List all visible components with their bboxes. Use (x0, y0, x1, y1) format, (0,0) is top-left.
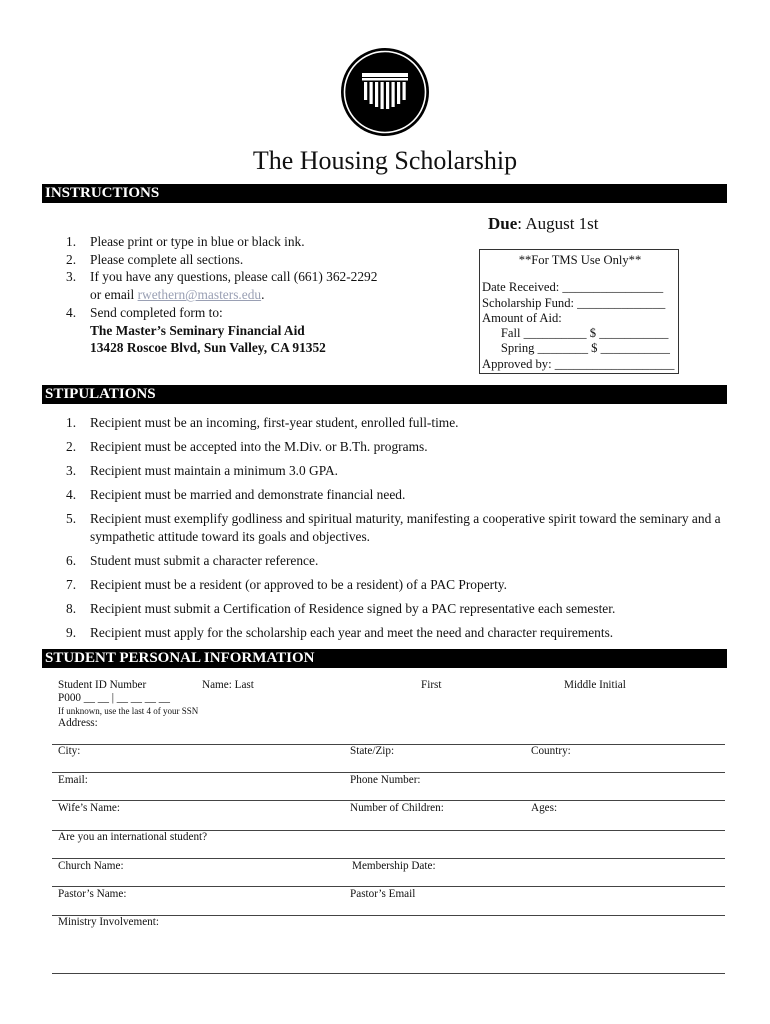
list-item: 9. Recipient must apply for the scholarship each year and meet the need and character requirements. (66, 625, 614, 640)
list-item (66, 286, 377, 304)
ministry-involvement-field[interactable]: Ministry Involvement: (58, 916, 159, 928)
due-date (488, 214, 599, 234)
item-number: 1. (66, 234, 77, 249)
student-id-field[interactable]: P000 __ __ | __ __ __ __ (58, 692, 170, 704)
item-text: Please complete all sections. (90, 251, 244, 267)
email-link[interactable]: rwethern@masters.edu (137, 287, 262, 303)
mailing-address-line1: The Master’s Seminary Financial Aid (90, 322, 305, 338)
list-item: 1. Recipient must be an incoming, first-year student, enrolled full-time. (66, 415, 459, 430)
divider (52, 800, 725, 801)
wife-name-field[interactable]: Wife’s Name: (58, 802, 120, 814)
tms-fall: Fall __________ $ ___________ (482, 326, 669, 341)
divider (52, 886, 725, 887)
stipulation-text: Recipient must submit a Certification of Residence signed by a PAC representative each semester. (90, 601, 616, 616)
list-item: 5. Recipient must exemplify godliness and spiritual maturity, manifesting a cooperative spirit toward the seminary and a sympathetic attitude toward its goals and objectives. (66, 510, 726, 546)
section-header-instructions: INSTRUCTIONS (42, 184, 727, 203)
tms-box-header: **For TMS Use Only** (518, 253, 642, 267)
list-item: 7. Recipient must be a resident (or approved to be a resident) of a PAC Property. (66, 577, 507, 592)
list-item: 6. Student must submit a character reference. (66, 553, 319, 568)
list-item (66, 251, 377, 269)
stipulation-text: Recipient must apply for the scholarship each year and meet the need and character requirements. (90, 625, 614, 640)
state-zip-field[interactable]: State/Zip: (350, 745, 395, 757)
email-suffix: . (261, 287, 265, 303)
item-number: 4. (66, 304, 77, 320)
section-header-stipulations: STIPULATIONS (42, 385, 727, 404)
country-field[interactable]: Country: (531, 745, 571, 757)
mailing-address-line2: 13428 Roscoe Blvd, Sun Valley, CA 91352 (90, 340, 326, 356)
due-label: Due (488, 214, 518, 233)
pastor-email-field[interactable]: Pastor’s Email (350, 888, 416, 900)
city-field[interactable]: City: (58, 745, 81, 757)
tms-spring: Spring ________ $ ___________ (482, 341, 670, 356)
stipulation-text: Recipient must exemplify godliness and spiritual maturity, manifesting a cooperative spirit toward the seminary and a sympathetic attitude toward its goals and objectives. (90, 511, 721, 544)
stipulation-text: Student must submit a character reference. (90, 553, 319, 568)
item-number: 3. (66, 269, 77, 285)
item-text: Send completed form to: (90, 304, 223, 320)
student-id-label: Student ID Number (58, 679, 147, 691)
address-field[interactable]: Address: (58, 717, 98, 729)
list-item: 4. Recipient must be married and demonstrate financial need. (66, 487, 406, 502)
tms-use-only-box (479, 249, 679, 374)
stipulation-text: Recipient must be married and demonstrate financial need. (90, 487, 406, 502)
last-name-field[interactable]: Name: Last (202, 679, 254, 691)
item-text: If you have any questions, please call (661) 362-2292 (90, 269, 378, 285)
first-name-field[interactable]: First (421, 679, 442, 691)
middle-initial-field[interactable]: Middle Initial (564, 679, 626, 691)
stipulation-text: Recipient must maintain a minimum 3.0 GPA. (90, 463, 338, 478)
item-number: 2. (66, 251, 77, 267)
phone-field[interactable]: Phone Number: (350, 774, 421, 786)
stipulation-text: Recipient must be an incoming, first-year student, enrolled full-time. (90, 415, 459, 430)
ssn-note: If unknown, use the last 4 of your SSN (58, 706, 199, 716)
stipulation-text: Recipient must be a resident (or approved to be a resident) of a PAC Property. (90, 577, 507, 592)
children-ages-field[interactable]: Ages: (531, 802, 558, 814)
children-count-field[interactable]: Number of Children: (350, 802, 444, 814)
list-item (66, 233, 377, 251)
section-header-student-info: STUDENT PERSONAL INFORMATION (42, 649, 727, 668)
pastor-name-field[interactable]: Pastor’s Name: (58, 888, 127, 900)
page-title: The Housing Scholarship (252, 146, 518, 175)
list-item: 3. Recipient must maintain a minimum 3.0 GPA. (66, 463, 338, 478)
international-student-field[interactable]: Are you an international student? (58, 831, 208, 843)
tms-scholarship-fund: Scholarship Fund: ______________ (482, 295, 666, 310)
membership-date-field[interactable]: Membership Date: (352, 860, 436, 872)
list-item: 2. Recipient must be accepted into the M.Div. or B.Th. programs. (66, 439, 428, 454)
list-item (66, 268, 377, 286)
tms-approved-by: Approved by: ___________________ (482, 356, 675, 371)
list-item (66, 304, 377, 322)
item-text: Please print or type in blue or black ink. (90, 234, 305, 249)
divider (52, 772, 725, 773)
instructions-list (66, 233, 377, 357)
tms-date-received: Date Received: ________________ (482, 280, 664, 295)
tms-amount-of-aid: Amount of Aid: (482, 310, 562, 325)
email-prefix: or email (90, 287, 138, 303)
due-value: : August 1st (517, 214, 599, 233)
email-field[interactable]: Email: (58, 774, 88, 786)
divider (52, 973, 725, 974)
seminary-logo (340, 47, 430, 137)
church-name-field[interactable]: Church Name: (58, 860, 124, 872)
list-item: 8. Recipient must submit a Certification of Residence signed by a PAC representative each semester. (66, 601, 616, 616)
divider (52, 858, 725, 859)
stipulation-text: Recipient must be accepted into the M.Div. or B.Th. programs. (90, 439, 428, 454)
